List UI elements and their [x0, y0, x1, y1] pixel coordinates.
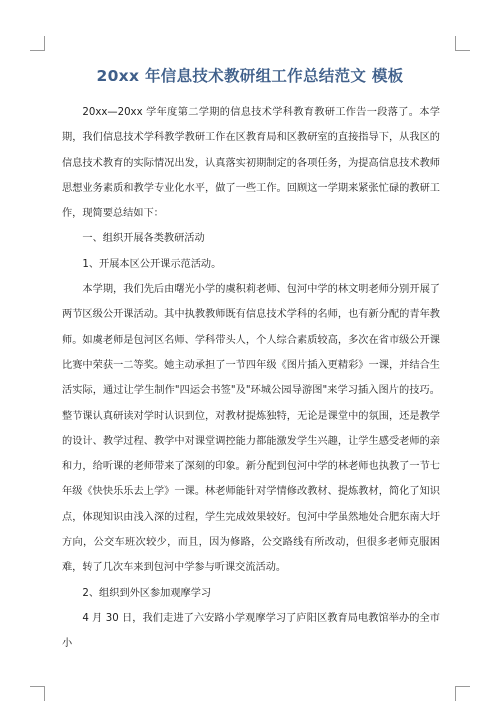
intro-paragraph: 20xx—20xx 学年度第二学期的信息技术学科教育教研工作告一段落了。本学期，我们信息技术学科教学教研工作在区教育局和区教研室的直接指导下，从我区的信息技术教育的实际情况出发，认真落实初期制定的各项任务，为提高信息技术教师思想业务素质和教学专业化水平，做了一些工作。回顾这一学期来紧张忙碌的教研工作，现简要总结如下：: [62, 107, 440, 220]
section-heading-1: 一、组织开展各类教研活动: [82, 233, 205, 245]
crop-mark-top-right: [455, 36, 470, 51]
document-body: [62, 100, 440, 657]
crop-mark-top-left: [30, 36, 45, 51]
body-paragraph-2: 4 月 30 日，我们走进了六安路小学观摩学习了庐阳区教育局电教馆举办的全市小: [62, 612, 440, 650]
document-title: 20xx 年信息技术教研组工作总结范文 模板: [96, 67, 404, 85]
subsection-heading-1: 1、开展本区公开课示范活动。: [82, 258, 222, 270]
crop-mark-bottom-right: [455, 686, 470, 701]
body-paragraph-1: 本学期，我们先后由曙光小学的虞积莉老师、包河中学的林文明老师分别开展了两节区级公开课活动。其中执教教师既有信息技术学科的名师，也有新分配的青年教师。如虞老师是包河区名师、学科带头人，个人综合素质较高，多次在省市级公开课比赛中荣获一二等奖。她主动承担了一节四年级《图片插入更精彩》一课，并结合生活实际，通过让学生制作"四运会书签"及"环城公园导游图"来学习插入图片的技巧。整节课认真研读对学时认识到位，对教材提炼独特，无论是课堂中的氛围，还是教学的设计、教学过程、教学中对课堂调控能力都能激发学生兴趣，让学生感受老师的亲和力，给听课的老师带来了深刻的印象。新分配到包河中学的林老师也执教了一节七年级《快快乐乐去上学》一课。林老师能针对学情修改教材、提炼教材，简化了知识点，体现知识由浅入深的过程，学生完成效果较好。包河中学虽然地处合肥东南大圩方向，公交车班次较少，而且，因为修路，公交路线有所改动，但很多老师克服困难，转了几次车来到包河中学参与听课交流活动。: [62, 284, 440, 574]
crop-mark-bottom-left: [30, 686, 45, 701]
subsection-heading-2: 2、组织到外区参加观摩学习: [82, 587, 212, 599]
